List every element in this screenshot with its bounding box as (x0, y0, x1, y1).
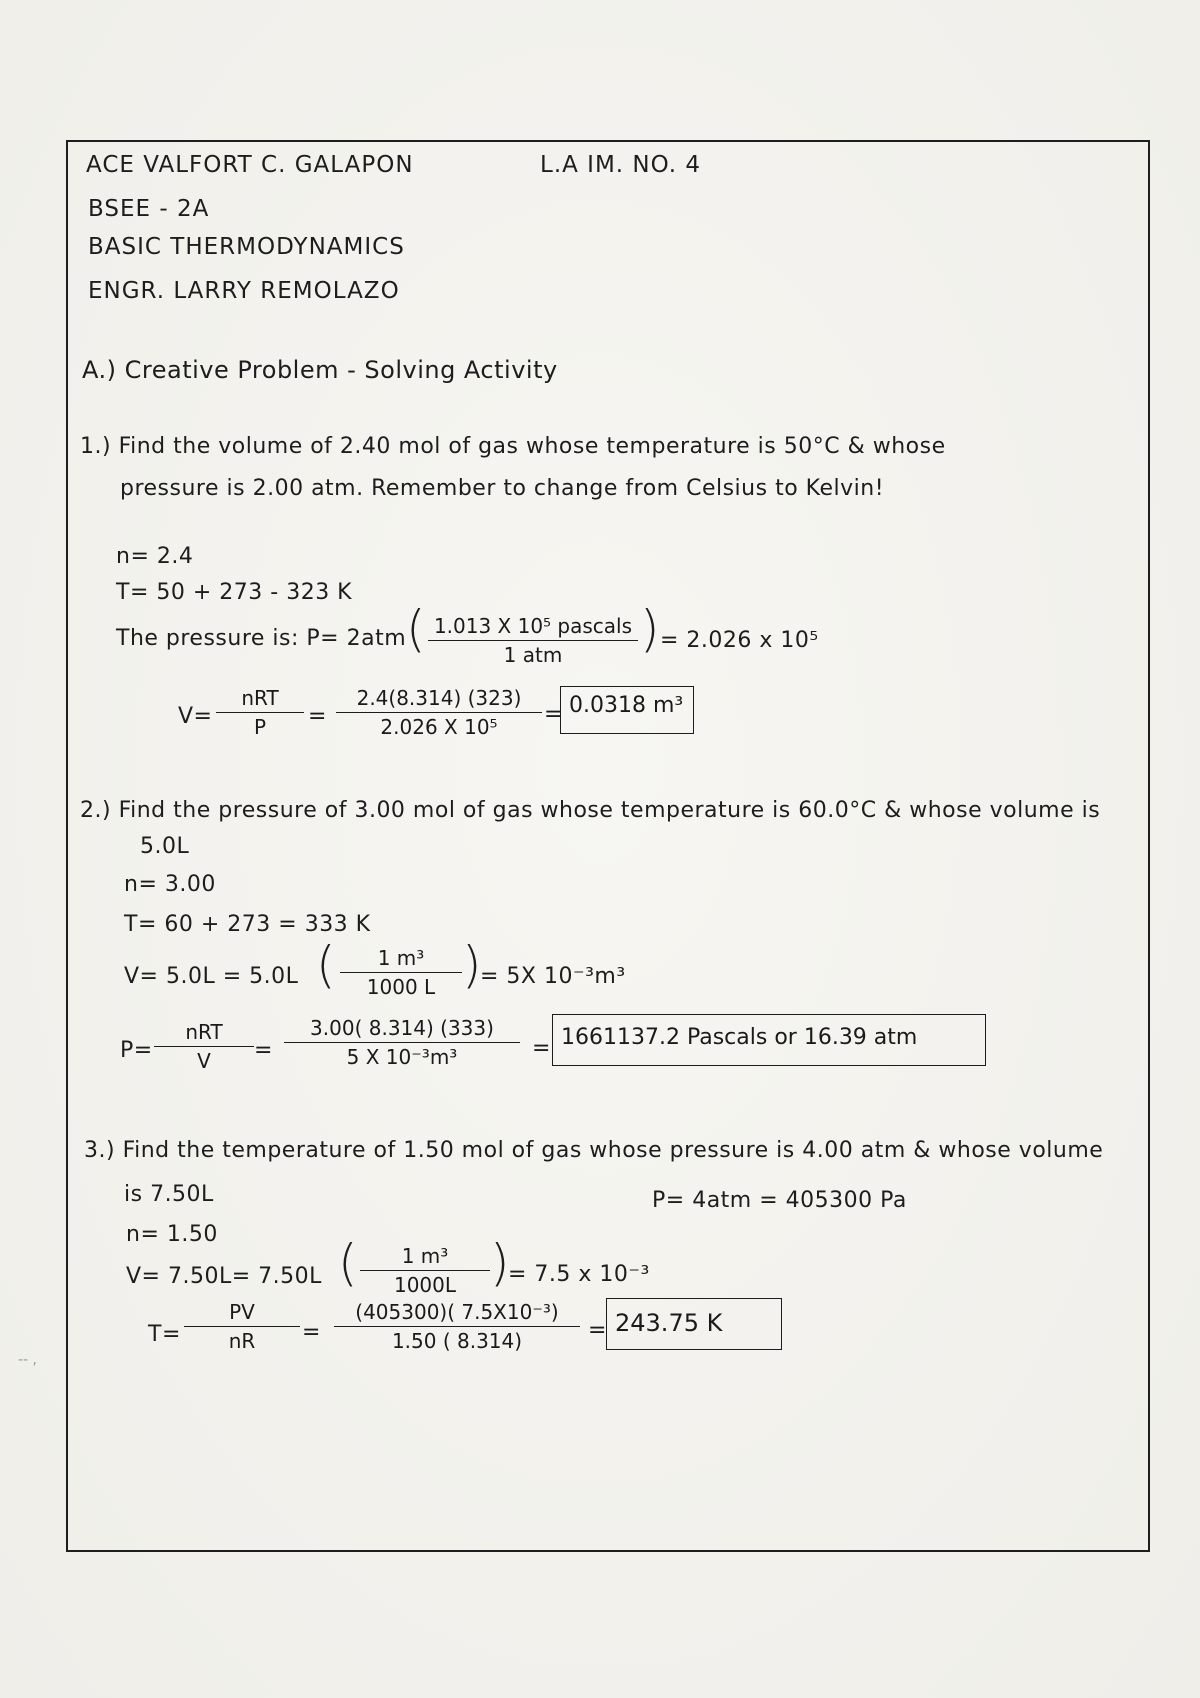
problem3-t-calculation (334, 1300, 580, 1353)
problem1-answer: 0.0318 m³ (560, 686, 694, 734)
problem1-pressure-fraction (428, 614, 638, 667)
fraction-bar (284, 1042, 520, 1043)
problem1-v-label: V= (178, 704, 213, 729)
equals: = (532, 1036, 551, 1061)
fraction-bar (336, 712, 542, 713)
problem3-n: n= 1.50 (126, 1222, 218, 1247)
problem3-v-fraction (360, 1244, 490, 1297)
problem3-statement-line2: is 7.50L (124, 1182, 214, 1207)
problem2-v-fraction (340, 946, 462, 999)
fraction-denominator: 1000L (393, 1273, 457, 1297)
problem3-statement-line1: 3.) Find the temperature of 1.50 mol of gas whose pressure is 4.00 atm & whose volume (84, 1138, 1104, 1163)
paren-right: ) (462, 936, 482, 994)
fraction-bar (340, 972, 462, 973)
problem3-t-label: T= (148, 1322, 181, 1347)
subject: BASIC THERMODYNAMICS (88, 234, 405, 260)
problem1-pressure-label: The pressure is: P= 2atm (116, 626, 407, 651)
problem1-statement-line1: 1.) Find the volume of 2.40 mol of gas whose temperature is 50°C & whose (80, 434, 946, 459)
paren-left: ( (406, 600, 426, 658)
fraction-numerator: 2.4(8.314) (323) (356, 686, 522, 710)
problem1-t: T= 50 + 273 - 323 K (116, 580, 353, 605)
fraction-bar (428, 640, 638, 641)
fraction-denominator: 5 X 10⁻³m³ (346, 1045, 458, 1069)
problem3-pressure-conversion: P= 4atm = 405300 Pa (652, 1188, 907, 1213)
problem3-answer: 243.75 K (606, 1298, 782, 1350)
problem1-statement-line2: pressure is 2.00 atm. Remember to change from Celsius to Kelvin! (120, 476, 885, 501)
fraction-numerator: nRT (185, 1020, 223, 1044)
fraction-denominator: nR (228, 1329, 256, 1353)
equals: = (308, 704, 327, 729)
problem2-t: T= 60 + 273 = 333 K (124, 912, 371, 937)
problem2-statement-line2: 5.0L (140, 834, 190, 859)
instructor: ENGR. LARRY REMOLAZO (88, 278, 400, 304)
paren-right: ) (490, 1234, 510, 1292)
problem1-n: n= 2.4 (116, 544, 194, 569)
fraction-numerator: 1 m³ (401, 1244, 449, 1268)
fraction-numerator: (405300)( 7.5X10⁻³) (355, 1300, 559, 1324)
problem1-v-calculation (336, 686, 542, 739)
fraction-denominator: P (253, 715, 267, 739)
course-section: BSEE - 2A (88, 196, 210, 222)
activity-number: L.A IM. NO. 4 (540, 152, 702, 178)
equals: = (588, 1318, 607, 1343)
fraction-denominator: 1000 L (366, 975, 436, 999)
problem2-p-label: P= (120, 1038, 153, 1063)
fraction-bar (334, 1326, 580, 1327)
problem2-v: V= 5.0L = 5.0L (124, 964, 299, 989)
student-name: ACE VALFORT C. GALAPON (86, 152, 414, 178)
problem2-v-result: = 5X 10⁻³m³ (480, 964, 626, 989)
fraction-numerator: 1 m³ (377, 946, 425, 970)
equals: = (544, 702, 563, 727)
problem2-p-calculation (284, 1016, 520, 1069)
scan-mark: -- , (18, 1352, 38, 1368)
paren-right: ) (640, 600, 660, 658)
fraction-bar (216, 712, 304, 713)
equals: = (254, 1038, 273, 1063)
problem2-answer: 1661137.2 Pascals or 16.39 atm (552, 1014, 986, 1066)
problem3-v: V= 7.50L= 7.50L (126, 1264, 322, 1289)
problem2-n: n= 3.00 (124, 872, 216, 897)
fraction-denominator: 1 atm (503, 643, 563, 667)
problem1-pressure-result: = 2.026 x 10⁵ (660, 628, 819, 653)
fraction-denominator: V (197, 1049, 211, 1073)
problem2-statement-line1: 2.) Find the pressure of 3.00 mol of gas whose temperature is 60.0°C & whose volume is (80, 798, 1101, 823)
fraction-denominator: 1.50 ( 8.314) (391, 1329, 523, 1353)
paren-left: ( (338, 1234, 358, 1292)
fraction-numerator: 3.00( 8.314) (333) (310, 1016, 494, 1040)
problem2-p-formula (154, 1020, 254, 1073)
fraction-bar (184, 1326, 300, 1327)
equals: = (302, 1320, 321, 1345)
fraction-bar (360, 1270, 490, 1271)
problem3-t-formula (184, 1300, 300, 1353)
section-title: A.) Creative Problem - Solving Activity (82, 356, 558, 384)
problem1-v-formula (216, 686, 304, 739)
fraction-numerator: nRT (241, 686, 279, 710)
fraction-numerator: 1.013 X 10⁵ pascals (433, 614, 633, 638)
paren-left: ( (316, 936, 336, 994)
fraction-bar (154, 1046, 254, 1047)
fraction-numerator: PV (229, 1300, 255, 1324)
problem3-v-result: = 7.5 x 10⁻³ (508, 1262, 650, 1287)
fraction-denominator: 2.026 X 10⁵ (380, 715, 498, 739)
